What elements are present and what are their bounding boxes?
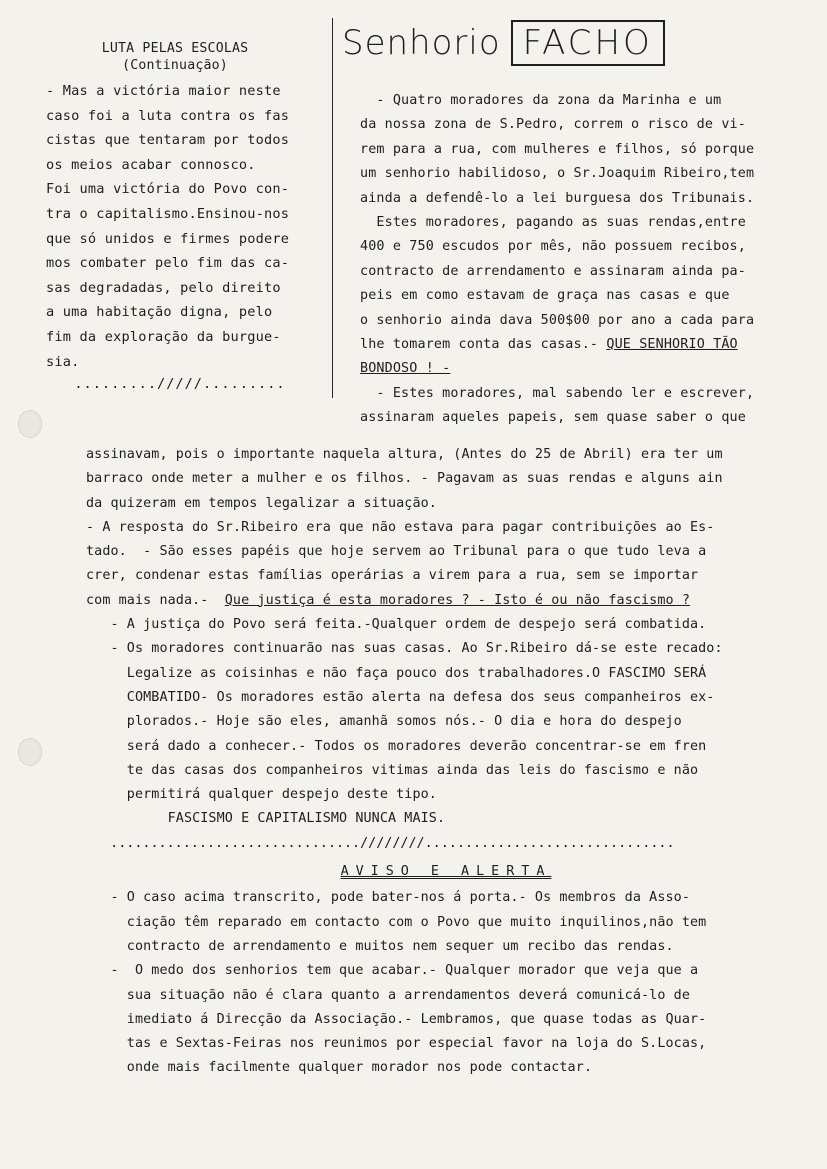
text-line: imediato á Direcção da Associação.- Lembramos, que quase todas as Quar-	[86, 1011, 707, 1027]
text-line: sua situação não é clara quanto a arrendamentos deverá comunicá-lo de	[86, 987, 690, 1003]
article-title	[342, 18, 665, 68]
text-line: assinavam, pois o importante naquela altura, (Antes do 25 de Abril) era ter um	[86, 447, 723, 462]
separator: ........./////.........	[74, 376, 286, 393]
text-line: FASCISMO E CAPITALISMO NUNCA MAIS.	[86, 811, 446, 827]
text-line: tra o capitalismo.Ensinou-nos	[46, 205, 290, 222]
punch-hole	[18, 738, 42, 766]
text-line: Legalize as coisinhas e não faça pouco dos trabalhadores.O FASCIMO SERÁ	[86, 665, 707, 681]
text-line: Estes moradores, pagando as suas rendas,entre	[360, 215, 746, 231]
text-line: o senhorio ainda dava 500$00 por ano a cada para	[360, 312, 755, 328]
text-line: onde mais facilmente qualquer morador nos pode contactar.	[86, 1060, 593, 1076]
text-line: crer, condenar estas famílias operárias a virem para a rua, sem se importar	[86, 568, 699, 584]
text-line: com mais nada.- Que justiça é esta moradores ? - Isto é ou não fascismo ?	[86, 592, 690, 608]
text-line: os meios acabar connosco.	[46, 156, 256, 173]
text-line: - Mas a victória maior neste	[46, 83, 281, 99]
text-line: que só unidos e firmes podere	[46, 230, 290, 247]
text-line: ainda a defendê-lo a lei burguesa dos Tribunais.	[360, 190, 755, 206]
text-line: - Estes moradores, mal sabendo ler e escrever,	[360, 385, 755, 401]
title-word: Senhorio	[342, 23, 501, 63]
text-line: 400 e 750 escudos por mês, não possuem recibos,	[360, 239, 746, 255]
text-line: um senhorio habilidoso, o Sr.Joaquim Ribeiro,tem	[360, 166, 755, 182]
text-line: rem para a rua, com mulheres e filhos, só porque	[360, 141, 755, 157]
text-line: da quizeram em tempos legalizar a situação.	[86, 495, 437, 511]
text-line: contracto de arrendamento e muitos nem sequer um recibo das rendas.	[86, 938, 674, 954]
title-boxed-word: FACHO	[511, 20, 665, 66]
text-line: a uma habitação digna, pelo	[46, 304, 273, 321]
text-line: COMBATIDO- Os moradores estão alerta na defesa dos seus companheiros ex-	[86, 689, 715, 705]
text-line: - O caso acima transcrito, pode bater-nos á porta.- Os membros da Asso-	[86, 890, 690, 906]
text-line: - A resposta do Sr.Ribeiro era que não estava para pagar contribuições ao Es-	[86, 519, 715, 535]
text-line: barraco onde meter a mulher e os filhos. - Pagavam as suas rendas e alguns ain	[86, 471, 723, 487]
text-line: te das casas dos companheiros vitimas ainda das leis do fascismo e não	[86, 762, 699, 778]
text-line: BONDOSO ! -	[360, 361, 451, 377]
text-line: tado. - São esses papéis que hoje servem ao Tribunal para o que tudo leva a	[86, 544, 707, 560]
text-line: ...............................////////...............................	[86, 835, 675, 851]
text-line: permitirá qualquer despejo deste tipo.	[86, 787, 437, 803]
body-text	[86, 443, 806, 1081]
column-divider	[332, 18, 333, 398]
text-line: mos combater pelo fim das ca-	[46, 255, 290, 272]
emphasis-text: Que justiça é esta moradores ? - Isto é ou não fascismo ?	[224, 592, 690, 608]
text-line: Foi uma victória do Povo con-	[46, 181, 290, 198]
text-line: sia.	[46, 353, 80, 370]
text-line: assinaram aqueles papeis, sem quase saber o que	[360, 410, 746, 426]
text-line: será dado a conhecer.- Todos os moradores deverão concentrar-se em fren	[86, 738, 707, 754]
left-column-text	[46, 79, 314, 374]
text-line: fim da exploração da burgue-	[46, 328, 281, 345]
text-line: plorados.- Hoje são eles, amanhã somos nós.- O dia e hora do despejo	[86, 714, 682, 730]
text-line: sas degradadas, pelo direito	[46, 279, 281, 296]
left-column	[46, 40, 314, 397]
text-line: - Os moradores continuarão nas suas casas. Ao Sr.Ribeiro dá-se este recado:	[86, 641, 723, 657]
text-line: caso foi a luta contra os fas	[46, 107, 290, 124]
section-heading: LUTA PELAS ESCOLAS	[101, 41, 249, 56]
section-subheading: (Continuação)	[122, 58, 228, 73]
text-line: contracto de arrendamento e assinaram ainda pa-	[360, 263, 746, 279]
text-line: lhe tomarem conta das casas.- QUE SENHORIO TÃO	[360, 337, 738, 353]
text-line: ciação têm reparado em contacto com o Povo que muito inquilinos,não tem	[86, 914, 707, 930]
aviso-heading: AVISO E ALERTA	[340, 864, 552, 880]
right-column-text	[360, 89, 800, 431]
emphasis-text: QUE SENHORIO TÃO	[606, 337, 738, 353]
text-line: tas e Sextas-Feiras nos reunimos por especial favor na loja do S.Locas,	[86, 1036, 707, 1052]
text-line: da nossa zona de S.Pedro, correm o risco de vi-	[360, 117, 746, 133]
text-line: cistas que tentaram por todos	[46, 132, 290, 149]
text-line: - Quatro moradores da zona da Marinha e um	[360, 93, 722, 108]
text-line: peis em como estavam de graça nas casas e que	[360, 288, 730, 304]
punch-hole	[18, 410, 42, 438]
text-line: - A justiça do Povo será feita.-Qualquer ordem de despejo será combatida.	[86, 617, 707, 633]
text-line: - O medo dos senhorios tem que acabar.- Qualquer morador que veja que a	[86, 963, 699, 979]
